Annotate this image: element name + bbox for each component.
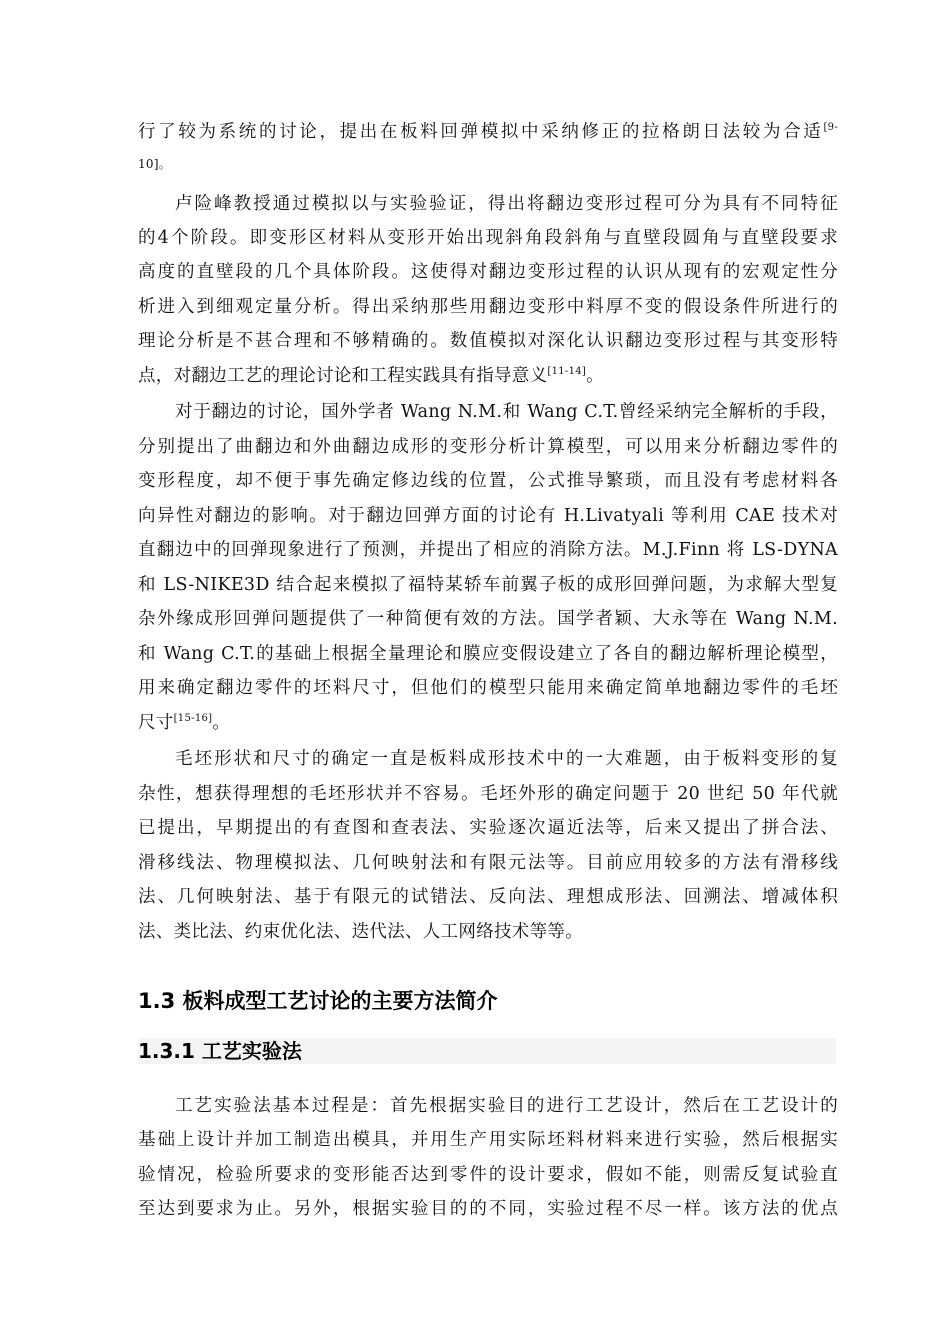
text-line: 基础上设计并加工制造出模具，并用生产用实际坯料材料来进行实验，然后根据实 <box>138 1130 838 1150</box>
text-line: 尺寸[15-16]。 <box>138 713 231 733</box>
section-heading: 1.3 板料成型工艺讨论的主要方法简介 <box>138 989 498 1013</box>
text-line: 法、类比法、约束优化法、迭代法、人工网络技术等等。 <box>138 922 583 942</box>
text-line: 变形程度，却不便于事先确定修边线的位置，公式推导繁琐，而且没有考虑材料各 <box>138 471 838 491</box>
text-line: 向异性对翻边的影响。对于翻边回弹方面的讨论有 H.Livatyali 等利用 CAE 技术对 <box>138 506 838 526</box>
text-line: 点，对翻边工艺的理论讨论和工程实践具有指导意义[11-14]。 <box>138 366 604 386</box>
text-line: 卢险峰教授通过模拟以与实验验证，得出将翻边变形过程可分为具有不同特征 <box>175 194 838 214</box>
text-line: 已提出，早期提出的有查图和查表法、实验逐次逼近法等，后来又提出了拼合法、 <box>138 818 838 838</box>
text-line: 行了较为系统的讨论，提出在板料回弹模拟中采纳修正的拉格朗日法较为合适$^{[9-}$ <box>138 122 838 142</box>
text-line: 毛坯形状和尺寸的确定一直是板料成形技术中的一大难题，由于板料变形的复 <box>175 749 838 769</box>
text-line: 和 LS-NIKE3D 结合起来模拟了福特某轿车前翼子板的成形回弹问题，为求解大型复 <box>138 575 838 595</box>
text-line: 直翻边中的回弹现象进行了预测，并提出了相应的消除方法。M.J.Finn 将 LS-DYNA <box>138 540 838 560</box>
text-line: 高度的直壁段的几个具体阶段。这使得对翻边变形过程的认识从现有的宏观定性分 <box>138 262 838 282</box>
text-line: 用来确定翻边零件的坯料尺寸，但他们的模型只能用来确定简单地翻边零件的毛坯 <box>138 678 838 698</box>
subsection-heading: 1.3.1 工艺实验法 <box>138 1038 836 1064</box>
text-line: 10]。 <box>138 157 172 171</box>
text-line: 对于翻边的讨论，国外学者 Wang N.M.和 Wang C.T.曾经采纳完全解析的手段， <box>175 402 838 422</box>
text-line: 法、几何映射法、基于有限元的试错法、反向法、理想成形法、回溯法、增减体积 <box>138 887 838 907</box>
text-line: 滑移线法、物理模拟法、几何映射法和有限元法等。目前应用较多的方法有滑移线 <box>138 853 838 873</box>
text-line: 理论分析是不甚合理和不够精确的。数值模拟对深化认识翻边变形过程与其变形特 <box>138 331 838 351</box>
text-line: 至达到要求为止。另外，根据实验目的的不同，实验过程不尽一样。该方法的优点 <box>138 1199 838 1219</box>
text-line: 工艺实验法基本过程是：首先根据实验目的进行工艺设计，然后在工艺设计的 <box>175 1096 838 1116</box>
text-line: 和 Wang C.T.的基础上根据全量理论和膜应变假设建立了各自的翻边解析理论模型， <box>138 644 838 664</box>
text-line: 的4个阶段。即变形区材料从变形开始出现斜角段斜角与直壁段圆角与直壁段要求 <box>138 228 838 248</box>
text-line: 杂性，想获得理想的毛坯形状并不容易。毛坯外形的确定问题于 20 世纪 50 年代就 <box>138 784 838 804</box>
text-line: 分别提出了曲翻边和外曲翻边成形的变形分析计算模型，可以用来分析翻边零件的 <box>138 437 838 457</box>
text-line: 析进入到细观定量分析。得出采纳那些用翻边变形中料厚不变的假设条件所进行的 <box>138 297 838 317</box>
text-line: 杂外缘成形回弹问题提供了一种简便有效的方法。国学者颖、大永等在 Wang N.M. <box>138 609 838 629</box>
text-line: 验情况，检验所要求的变形能否达到零件的设计要求，假如不能，则需反复试验直 <box>138 1165 838 1185</box>
